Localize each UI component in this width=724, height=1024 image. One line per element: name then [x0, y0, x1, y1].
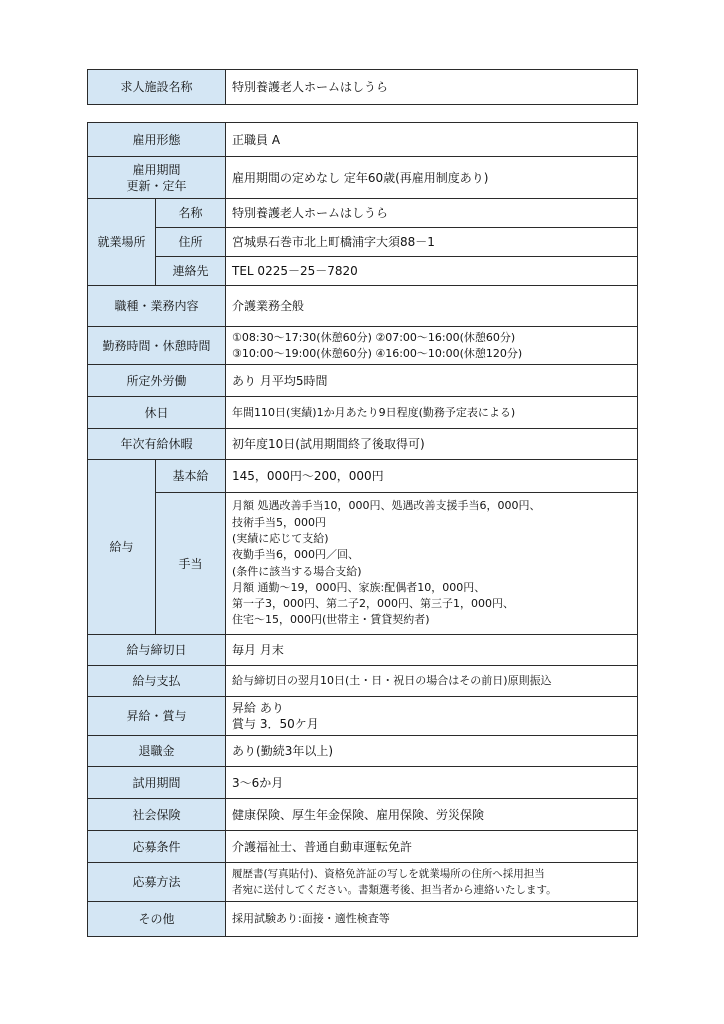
insurance-value: 健康保険、厚生年金保険、雇用保険、労災保険 — [226, 799, 638, 831]
facility-table — [87, 69, 638, 105]
salary-base-label: 基本給 — [156, 460, 226, 493]
apply-line-2: 者宛に送付してください。書類選考後、担当者から連絡いたします。 — [232, 884, 557, 896]
paid-leave-value: 初年度10日(試用期間終了後取得可) — [226, 429, 638, 460]
other-value: 採用試験あり:面接・適性検査等 — [226, 902, 638, 937]
paid-leave-label: 年次有給休暇 — [88, 429, 226, 460]
retirement-row — [88, 736, 638, 767]
holidays-value: 年間110日(実績)1か月あたり9日程度(勤務予定表による) — [226, 397, 638, 429]
insurance-row — [88, 799, 638, 831]
facility-row — [88, 70, 638, 105]
salary-allowance-value — [226, 493, 638, 635]
workplace-name-value: 特別養護老人ホームはしうら — [226, 199, 638, 228]
workplace-label: 就業場所 — [88, 199, 156, 286]
apply-line-1: 履歴書(写真貼付)、資格免許証の写しを就業場所の住所へ採用担当 — [232, 868, 545, 880]
hours-value — [226, 327, 638, 365]
raise-line: 昇給 あり — [232, 701, 284, 715]
salary-allowance-row — [88, 493, 638, 635]
apply-label: 応募方法 — [88, 863, 226, 902]
allowance-line: 夜勤手当6，000円／回、 — [232, 548, 360, 562]
allowance-line: 月額 処遇改善手当10，000円、処遇改善支援手当6，000円、 — [232, 499, 541, 513]
requirements-row — [88, 831, 638, 863]
workplace-contact-label: 連絡先 — [156, 257, 226, 286]
workplace-address-label: 住所 — [156, 228, 226, 257]
retirement-label: 退職金 — [88, 736, 226, 767]
apply-row — [88, 863, 638, 902]
other-row — [88, 902, 638, 937]
payment-value: 給与締切日の翌月10日(土・日・祝日の場合はその前日)原則振込 — [226, 666, 638, 697]
requirements-value: 介護福祉士、普通自動車運転免許 — [226, 831, 638, 863]
hours-line-2: ③10:00～19:00(休憩60分) ④16:00～10:00(休憩120分) — [232, 346, 523, 360]
workplace-address-row — [88, 228, 638, 257]
hours-label: 勤務時間・休憩時間 — [88, 327, 226, 365]
retirement-value: あり(勤続3年以上) — [226, 736, 638, 767]
raise-bonus-value — [226, 697, 638, 736]
allowance-line: 月額 通勤～19，000円、家族:配偶者10，000円、 — [232, 580, 486, 594]
salary-base-value: 145，000円～200，000円 — [226, 460, 638, 493]
workplace-name-row — [88, 199, 638, 228]
probation-value: 3～6か月 — [226, 767, 638, 799]
period-label-line1: 雇用期間 — [132, 162, 181, 177]
allowance-line: (実績に応じて支給) — [232, 531, 329, 545]
workplace-name-label: 名称 — [156, 199, 226, 228]
workplace-address-value: 宮城県石巻市北上町橋浦字大須88－1 — [226, 228, 638, 257]
cutoff-value: 毎月 月末 — [226, 635, 638, 666]
salary-base-row — [88, 460, 638, 493]
holidays-row — [88, 397, 638, 429]
workplace-contact-value: TEL 0225－25－7820 — [226, 257, 638, 286]
requirements-label: 応募条件 — [88, 831, 226, 863]
salary-allowance-label: 手当 — [156, 493, 226, 635]
job-posting-table — [87, 122, 638, 937]
allowance-line: 住宅～15，000円(世帯主・賃貸契約者) — [232, 613, 430, 627]
allowance-line: (条件に該当する場合支給) — [232, 564, 362, 578]
holidays-label: 休日 — [88, 397, 226, 429]
job-label: 職種・業務内容 — [88, 286, 226, 327]
allowance-line: 技術手当5，000円 — [232, 515, 327, 529]
job-value: 介護業務全般 — [226, 286, 638, 327]
raise-bonus-row — [88, 697, 638, 736]
other-label: その他 — [88, 902, 226, 937]
workplace-contact-row — [88, 257, 638, 286]
paid-leave-row — [88, 429, 638, 460]
employment-type-row — [88, 123, 638, 157]
job-row — [88, 286, 638, 327]
cutoff-label: 給与締切日 — [88, 635, 226, 666]
employment-type-label: 雇用形態 — [88, 123, 226, 157]
allowance-line: 第一子3，000円、第二子2，000円、第三子1，000円、 — [232, 597, 514, 611]
overtime-row — [88, 365, 638, 397]
probation-label: 試用期間 — [88, 767, 226, 799]
hours-row — [88, 327, 638, 365]
apply-value — [226, 863, 638, 902]
period-label — [88, 157, 226, 199]
hours-line-1: ①08:30～17:30(休憩60分) ②07:00～16:00(休憩60分) — [232, 330, 516, 344]
insurance-label: 社会保険 — [88, 799, 226, 831]
probation-row — [88, 767, 638, 799]
overtime-label: 所定外労働 — [88, 365, 226, 397]
cutoff-row — [88, 635, 638, 666]
raise-bonus-label: 昇給・賞与 — [88, 697, 226, 736]
payment-label: 給与支払 — [88, 666, 226, 697]
salary-label: 給与 — [88, 460, 156, 635]
facility-value: 特別養護老人ホームはしうら — [226, 70, 638, 105]
period-row — [88, 157, 638, 199]
period-label-line2: 更新・定年 — [126, 178, 187, 193]
payment-row — [88, 666, 638, 697]
employment-type-value: 正職員 A — [226, 123, 638, 157]
overtime-value: あり 月平均5時間 — [226, 365, 638, 397]
bonus-line: 賞与 3．50ケ月 — [232, 717, 319, 731]
facility-label: 求人施設名称 — [88, 70, 226, 105]
period-value: 雇用期間の定めなし 定年60歳(再雇用制度あり) — [226, 157, 638, 199]
